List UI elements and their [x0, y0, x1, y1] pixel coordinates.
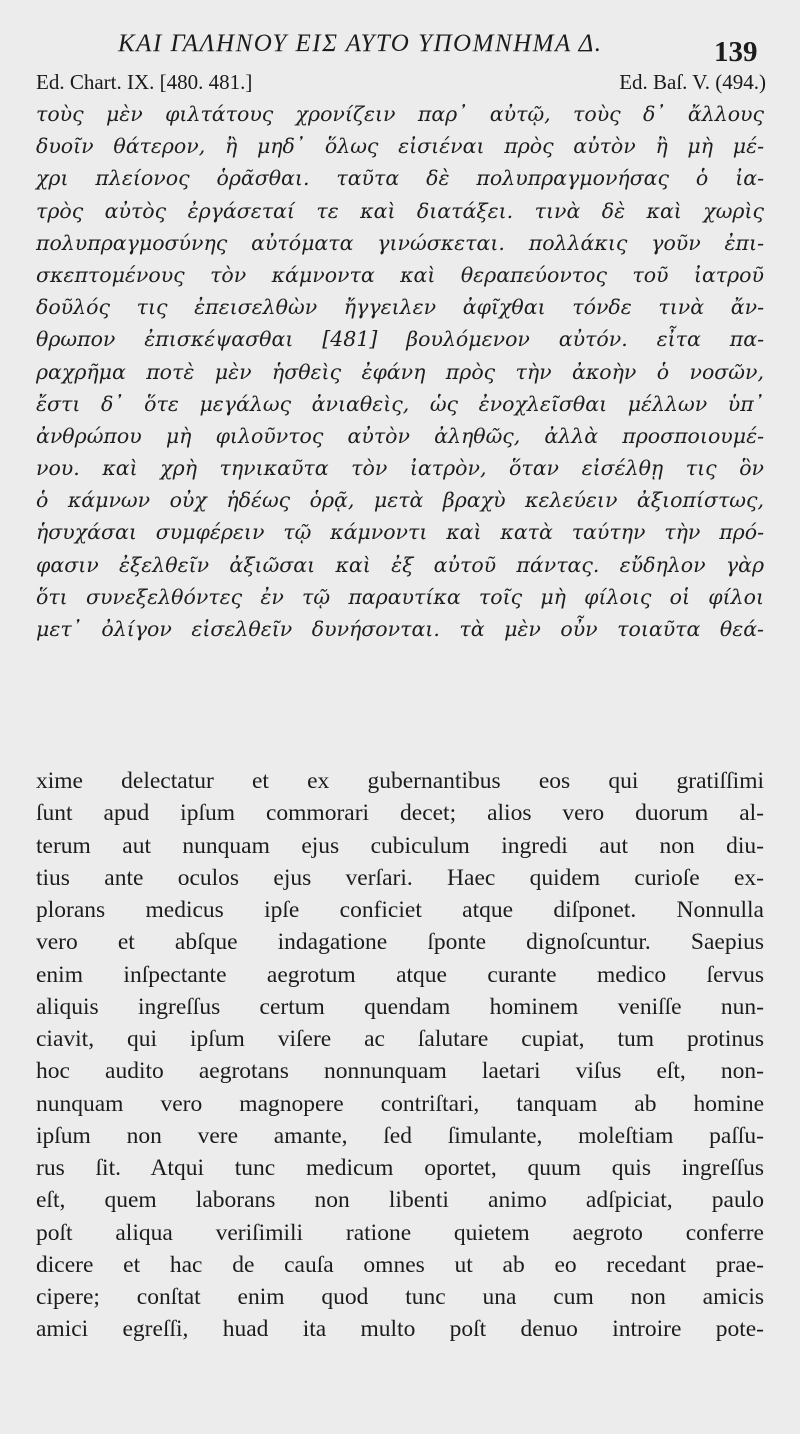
- page-number: 139: [714, 36, 758, 68]
- latin-text-line: dicere et hac de cauſa omnes ut ab eo recedant prae-: [36, 1251, 764, 1278]
- greek-text-block: [36, 98, 764, 645]
- greek-text-line: ὁ κάμνων οὐχ ἡδέως ὁρᾷ, μετὰ βραχὺ κελεύειν ἀξιοπίστως,: [36, 488, 764, 513]
- greek-text-line: τρὸς αὐτὸς ἐργάσεταί τε καὶ διατάξει. τινὰ δὲ καὶ χωρὶς: [36, 198, 764, 223]
- latin-text-line: rus ſit. Atqui tunc medicum oportet, quum quis ingreſſus: [36, 1155, 764, 1181]
- edition-reference-line: [36, 70, 766, 100]
- greek-text-line: πολυπραγμοσύνης αὐτόματα γινώσκεται. πολλάκις γοῦν ἐπι-: [36, 230, 764, 255]
- greek-text-line: νου. καὶ χρὴ τηνικαῦτα τὸν ἰατρὸν, ὅταν εἰσέλθῃ τις ὃν: [36, 456, 764, 481]
- running-head: [0, 28, 800, 68]
- latin-text-line: enim inſpectante aegrotum atque curante medico ſervus: [36, 961, 764, 988]
- greek-text-line: ὅτι συνεξελθόντες ἐν τῷ παραυτίκα τοῖς μὴ φίλοις οἱ φίλοι: [36, 584, 764, 609]
- latin-text-line: amici egreſſi, huad ita multo poſt denuo introire pote-: [36, 1316, 764, 1343]
- latin-text-line: xime delectatur et ex gubernantibus eos qui gratiſſimi: [36, 768, 764, 794]
- latin-text-line: tius ante oculos ejus verſari. Haec quidem curioſe ex-: [36, 864, 764, 891]
- latin-text-line: plorans medicus ipſe conficiet atque diſponet. Nonnulla: [36, 897, 764, 923]
- greek-text-line: ἔστι δ᾽ ὅτε μεγάλως ἀνιαθεὶς, ὡς ἐνοχλεῖσθαι μέλλων ὑπ᾽: [36, 391, 764, 416]
- edition-basel-reference: Ed. Baſ. V. (494.): [619, 70, 766, 94]
- latin-text-line: ſunt apud ipſum commorari decet; alios vero duorum al-: [36, 800, 764, 827]
- latin-text-line: vero et abſque indagatione ſponte dignoſcuntur. Saepius: [36, 929, 764, 956]
- greek-text-line: ἀνθρώπου μὴ φιλοῦντος αὐτὸν ἀληθῶς, ἀλλὰ προσποιουμέ-: [36, 423, 764, 448]
- greek-text-line: θρωπον ἐπισκέψασθαι [481] βουλόμενον αὐτόν. εἶτα πα-: [36, 327, 764, 352]
- greek-text-line: χρι πλείονος ὁρᾶσθαι. ταῦτα δὲ πολυπραγμονήσας ὁ ἰα-: [36, 166, 764, 191]
- latin-text-line: aliquis ingreſſus certum quendam hominem veniſſe nun-: [36, 993, 764, 1020]
- latin-text-line: ipſum non vere amante, ſed ſimulante, moleſtiam paſſu-: [36, 1122, 764, 1149]
- greek-text-line: σκεπτομένους τὸν κάμνοντα καὶ θεραπεύοντος τοῦ ἰατροῦ: [36, 262, 764, 287]
- greek-text-line: φασιν ἐξελθεῖν ἀξιῶσαι καὶ ἐξ αὐτοῦ πάντας. εὔδηλον γὰρ: [36, 552, 764, 577]
- latin-text-line: ciavit, qui ipſum viſere ac ſalutare cupiat, tum protinus: [36, 1026, 764, 1052]
- latin-text-line: poſt aliqua veriſimili ratione quietem aegroto conferre: [36, 1219, 764, 1246]
- greek-text-line: τοὺς μὲν φιλτάτους χρονίζειν παρ᾽ αὐτῷ, τοὺς δ᾽ ἄλλους: [36, 102, 764, 126]
- show-through-bleed: [110, 700, 690, 722]
- latin-text-line: cipere; conſtat enim quod tunc una cum non amicis: [36, 1284, 764, 1310]
- latin-text-line: nunquam vero magnopere contriſtari, tanquam ab homine: [36, 1090, 764, 1117]
- running-title: ΚΑΙ ΓΑΛΗΝΟΥ ΕΙΣ ΑΥΤΟ ΥΠΟΜΝΗΜΑ Δ.: [118, 30, 603, 57]
- greek-text-line: δυοῖν θάτερον, ἢ μηδ᾽ ὅλως εἰσιέναι πρὸς αὐτὸν ἢ μὴ μέ-: [36, 134, 764, 159]
- greek-text-line: ἡσυχάσαι συμφέρειν τῷ κάμνοντι καὶ κατὰ ταύτην τὴν πρό-: [36, 520, 764, 545]
- edition-chartier-reference: Ed. Chart. IX. [480. 481.]: [36, 70, 253, 94]
- greek-text-line: ραχρῆμα ποτὲ μὲν ἡσθεὶς ἐφάνη πρὸς τὴν ἀκοὴν ὁ νοσῶν,: [36, 359, 764, 384]
- greek-text-line: δοῦλός τις ἐπεισελθὼν ἤγγειλεν ἀφῖχθαι τόνδε τινὰ ἄν-: [36, 295, 764, 320]
- latin-text-block: [36, 765, 764, 1346]
- greek-text-line: μετ᾽ ὀλίγον εἰσελθεῖν δυνήσονται. τὰ μὲν οὖν τοιαῦτα θεά-: [36, 617, 764, 641]
- latin-text-line: eſt, quem laborans non libenti animo adſpiciat, paulo: [36, 1187, 764, 1214]
- latin-text-line: terum aut nunquam ejus cubiculum ingredi aut non diu-: [36, 832, 764, 859]
- latin-text-line: hoc audito aegrotans nonnunquam laetari viſus eſt, non-: [36, 1058, 764, 1085]
